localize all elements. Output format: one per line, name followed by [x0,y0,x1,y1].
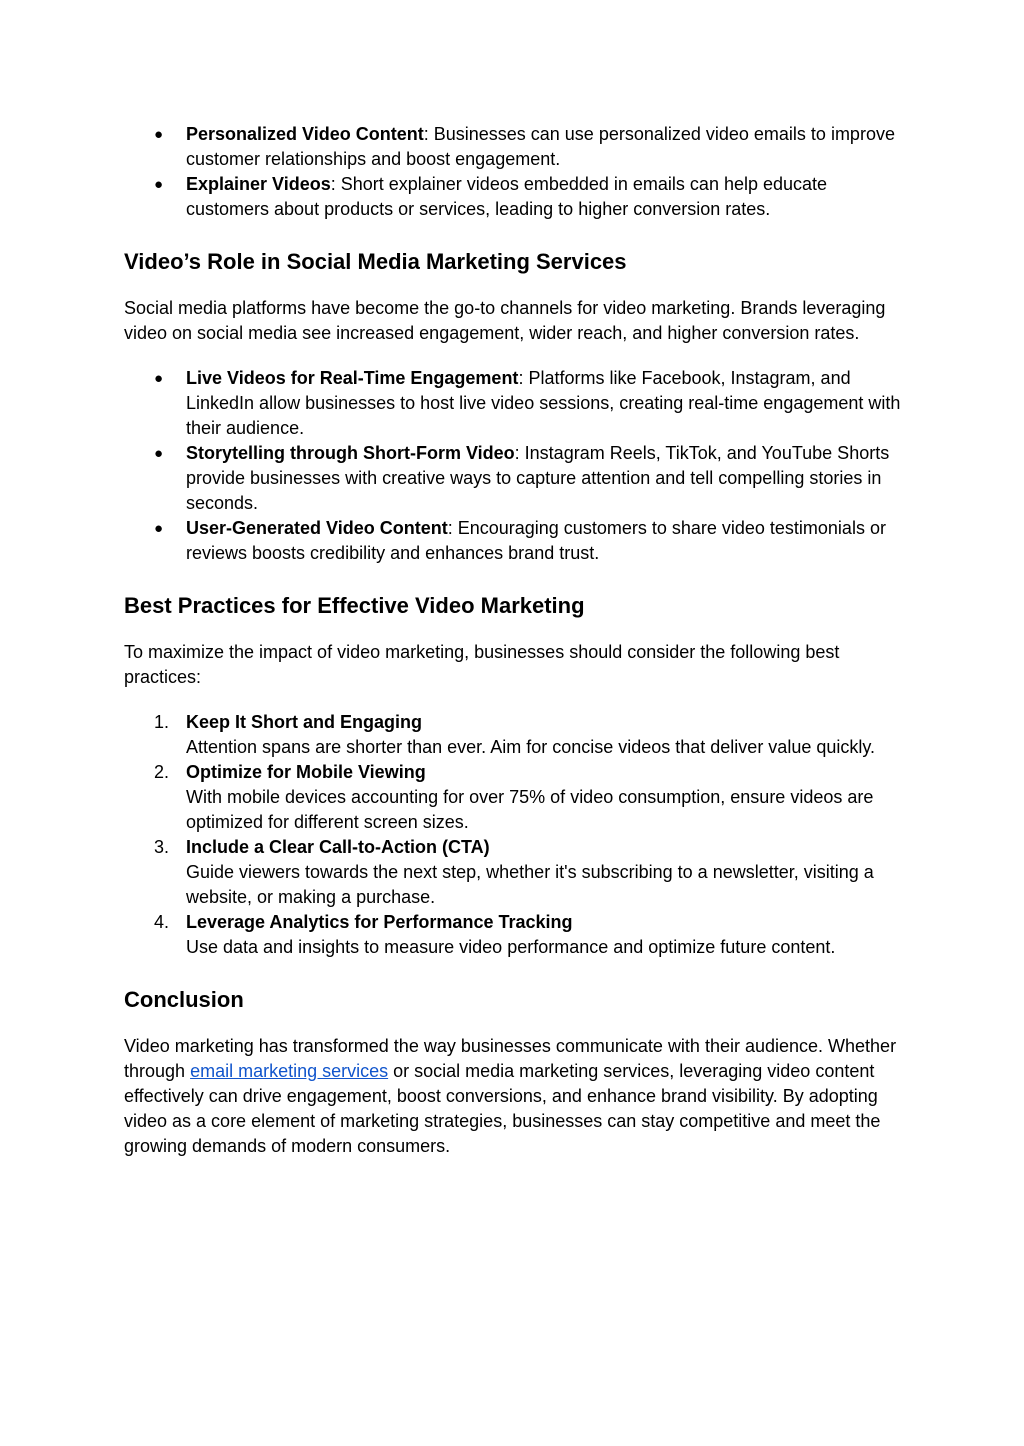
conclusion-text-before: Video marketing has transformed the way businesses communicate with their audience. Whether through [124,1036,897,1081]
best-practices-heading: Best Practices for Effective Video Marketing [124,593,585,618]
list-item-title: Keep It Short and Engaging [186,712,423,732]
list-item [124,710,904,760]
list-item-title: Live Videos for Real-Time Engagement [186,368,519,388]
list-item-number: 3. [154,837,170,857]
conclusion-heading: Conclusion [124,987,244,1012]
list-item-text: : Businesses can use personalized video emails to improve customer relationships and boost engagement. [186,124,895,169]
social-bullet-list [124,366,904,566]
list-item [124,122,904,172]
list-item-text: : Instagram Reels, TikTok, and YouTube Shorts provide businesses with creative ways to capture attention and tell compelling stories in seconds. [186,443,890,513]
bullet-icon: ● [154,126,164,143]
best-practices-numbered-list [124,710,904,960]
list-item [124,835,904,910]
list-item-text: : Short explainer videos embedded in emails can help educate customers about products or services, leading to higher conversion rates. [186,174,828,219]
list-item [124,760,904,835]
bullet-icon: ● [154,176,164,193]
list-item-title: Leverage Analytics for Performance Tracking [186,912,573,932]
list-item-number: 2. [154,762,170,782]
list-item-title: Personalized Video Content [186,124,424,144]
list-item-number: 4. [154,912,170,932]
list-item-text: Use data and insights to measure video performance and optimize future content. [186,937,836,957]
bullet-icon: ● [154,370,164,387]
list-item-text: : Encouraging customers to share video testimonials or reviews boosts credibility and enhances brand trust. [186,518,886,563]
email-marketing-services-link[interactable]: email marketing services [190,1061,389,1081]
list-item [124,366,904,441]
best-practices-paragraph: To maximize the impact of video marketing, businesses should consider the following best practices: [124,642,840,687]
list-item-title: Optimize for Mobile Viewing [186,762,426,782]
list-item-text: With mobile devices accounting for over 75% of video consumption, ensure videos are optimized for different screen sizes. [186,787,874,832]
list-item-number: 1. [154,712,170,732]
list-item [124,910,904,960]
bullet-icon: ● [154,445,164,462]
social-heading: Video’s Role in Social Media Marketing Services [124,249,627,274]
conclusion-paragraph [124,1034,904,1159]
conclusion-text-after: or social media marketing services, leveraging video content effectively can drive engagement, boost conversions, and enhance brand visibility. By adopting video as a core element of marketing strategies, businesses can stay competitive and meet the growing demands of modern consumers. [124,1061,881,1156]
list-item [124,441,904,516]
bullet-icon: ● [154,520,164,537]
list-item-text: Guide viewers towards the next step, whether it's subscribing to a newsletter, visiting a website, or making a purchase. [186,862,874,907]
document-page [124,122,904,1159]
list-item [124,172,904,222]
list-item [124,516,904,566]
list-item-title: Storytelling through Short-Form Video [186,443,515,463]
list-item-title: Explainer Videos [186,174,331,194]
intro-bullet-list [124,122,904,222]
list-item-text: Attention spans are shorter than ever. Aim for concise videos that deliver value quickly. [186,737,876,757]
list-item-title: User-Generated Video Content [186,518,448,538]
social-paragraph: Social media platforms have become the go-to channels for video marketing. Brands leveraging video on social media see increased engagement, wider reach, and higher conversion rates. [124,298,886,343]
list-item-text: : Platforms like Facebook, Instagram, and LinkedIn allow businesses to host live video sessions, creating real-time engagement with their audience. [186,368,901,438]
list-item-title: Include a Clear Call-to-Action (CTA) [186,837,490,857]
